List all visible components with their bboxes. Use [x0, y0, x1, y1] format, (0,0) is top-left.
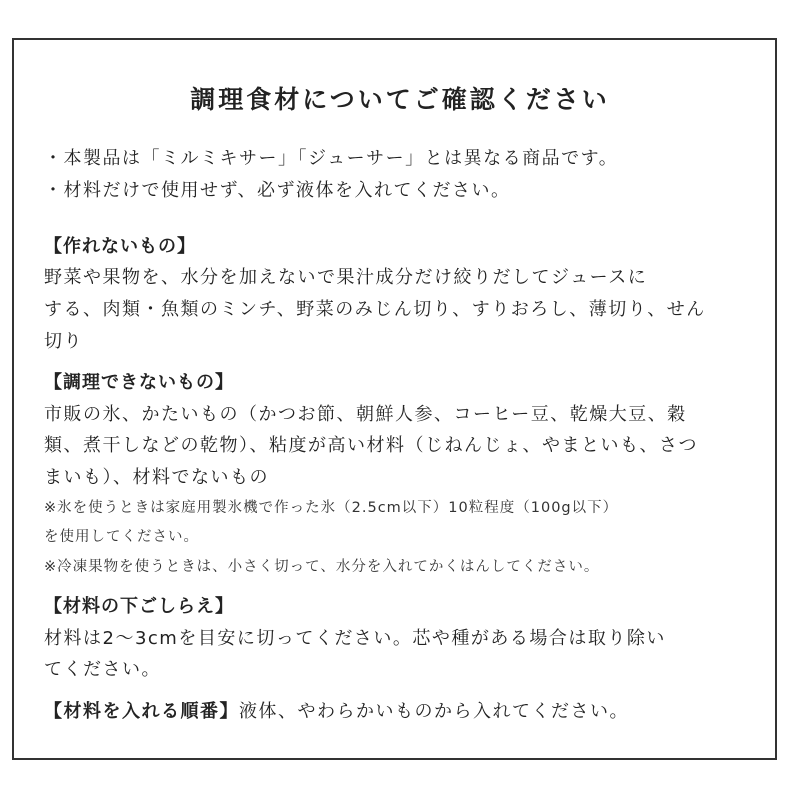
ice-note-line-1: ※氷を使うときは家庭用製氷機で作った氷（2.5cm以下）10粒程度（100g以下） [44, 500, 619, 516]
cannot-process-line-2: 類、煮干しなどの乾物）、粘度が高い材料（じねんじょ、やまといも、さつ [44, 435, 698, 456]
prep-heading: 【材料の下ごしらえ】 [44, 596, 234, 617]
intro-line-2: ・材料だけで使用せず、必ず液体を入れてください。 [44, 180, 511, 201]
cannot-process-line-3: まいも）、材料でないもの [44, 467, 269, 488]
ice-note-line-2: を使用してください。 [44, 529, 199, 545]
page-title: 調理食材についてご確認ください [190, 85, 610, 114]
cannot-process-heading: 【調理できないもの】 [44, 372, 234, 393]
cannot-make-line-3: 切り [44, 331, 83, 352]
prep-line-2: てください。 [44, 659, 161, 680]
order-line [44, 699, 629, 725]
cannot-make-line-2: する、肉類・魚類のミンチ、野菜のみじん切り、すりおろし、薄切り、せん [44, 299, 706, 320]
order-heading: 【材料を入れる順番】 [44, 701, 239, 722]
cannot-make-line-1: 野菜や果物を、水分を加えないで果汁成分だけ絞りだしてジュースに [44, 267, 648, 288]
prep-line-1: 材料は2〜3cmを目安に切ってください。芯や種がある場合は取り除い [44, 628, 666, 649]
order-text: 液体、やわらかいものから入れてください。 [239, 701, 629, 722]
intro-line-1: ・本製品は「ミルミキサー」「ジューサー」とは異なる商品です。 [44, 148, 619, 169]
cannot-make-heading: 【作れないもの】 [44, 236, 196, 257]
frozen-fruit-note: ※冷凍果物を使うときは、小さく切って、水分を入れてかくはんしてください。 [44, 559, 600, 575]
cannot-process-line-1: 市販の氷、かたいもの（かつお節、朝鮮人参、コーヒー豆、乾燥大豆、穀 [44, 404, 687, 425]
